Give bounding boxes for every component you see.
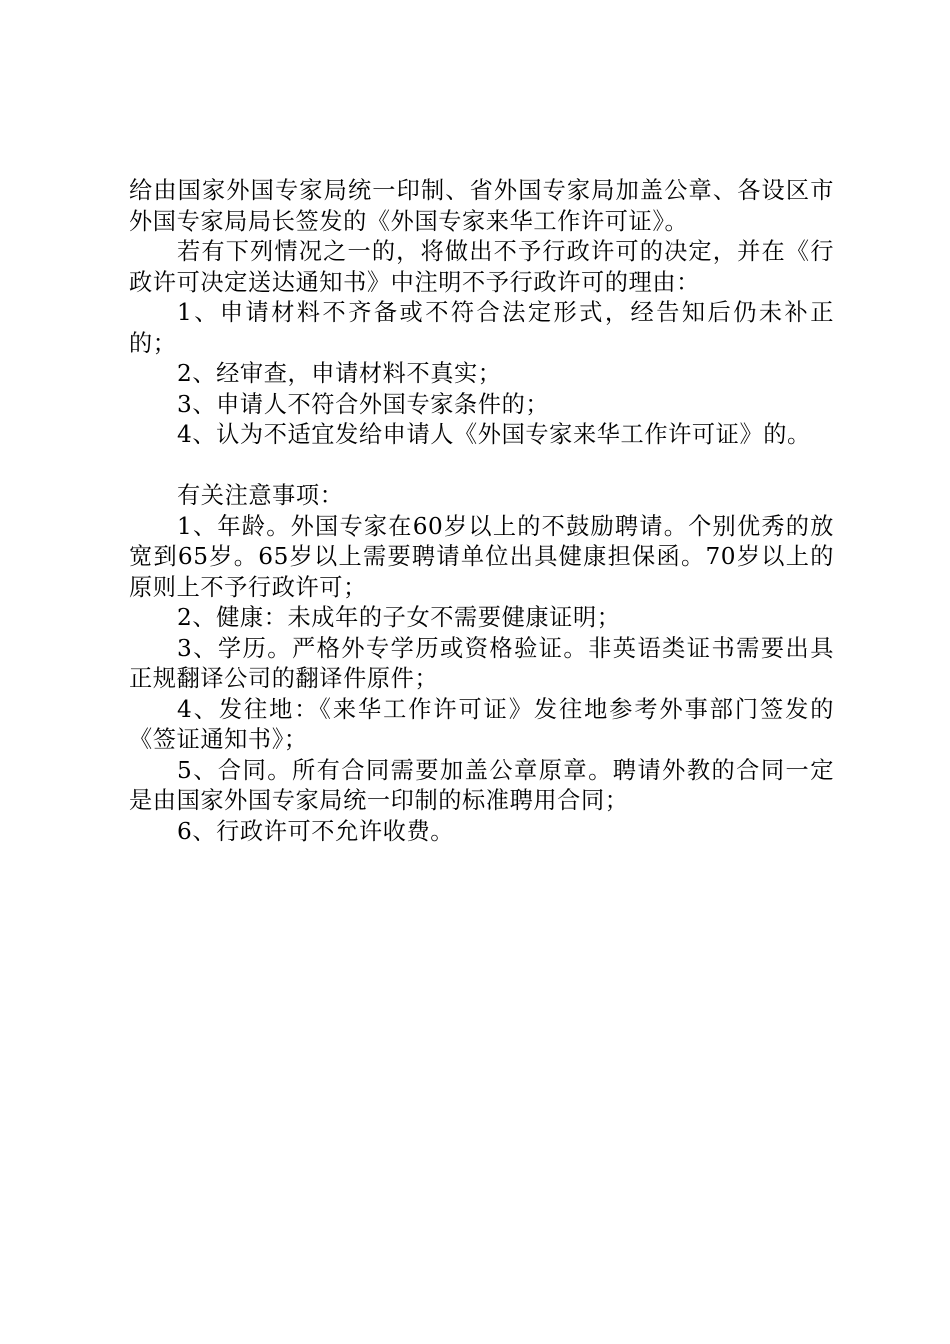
- refusal-item-3: 3、申请人不符合外国专家条件的；: [177, 390, 550, 418]
- refusal-item-2: 2、经审查，申请材料不真实；: [177, 360, 502, 387]
- refusal-item-4: 4、认为不适宜发给申请人《外国专家来华工作许可证》的。: [177, 421, 811, 448]
- refusal-item-1: 1、申请材料不齐备或不符合法定形式，经告知后仍未补正的；: [129, 299, 834, 357]
- notes-heading: 有关注意事项：: [177, 482, 344, 509]
- note-item-contract: 5、合同。所有合同需要加盖公章原章。聘请外教的合同一定是由国家外国专家局统一印制的标准聘用合同；: [129, 756, 834, 814]
- note-item-education: 3、学历。严格外专学历或资格验证。非英语类证书需要出具正规翻译公司的翻译件原件；: [129, 634, 834, 692]
- note-item-destination: 4、发往地：《来华工作许可证》发往地参考外事部门签发的《签证通知书》；: [129, 695, 834, 753]
- paragraph-continuation: 给由国家外国专家局统一印制、省外国专家局加盖公章、各设区市外国专家局局长签发的《外国专家来华工作许可证》。: [129, 177, 834, 235]
- paragraph-refusal-intro: 若有下列情况之一的，将做出不予行政许可的决定，并在《行政许可决定送达通知书》中注明不予行政许可的理由：: [129, 238, 834, 296]
- document-body: [129, 176, 834, 847]
- note-item-health: 2、健康：未成年的子女不需要健康证明；: [177, 604, 621, 631]
- paragraph-gap: [129, 451, 834, 482]
- note-item-fees: 6、行政许可不允许收费。: [177, 817, 455, 845]
- note-item-age: 1、年龄。外国专家在60岁以上的不鼓励聘请。个别优秀的放宽到65岁。65岁以上需要聘请单位出具健康担保函。70岁以上的原则上不予行政许可；: [129, 512, 834, 601]
